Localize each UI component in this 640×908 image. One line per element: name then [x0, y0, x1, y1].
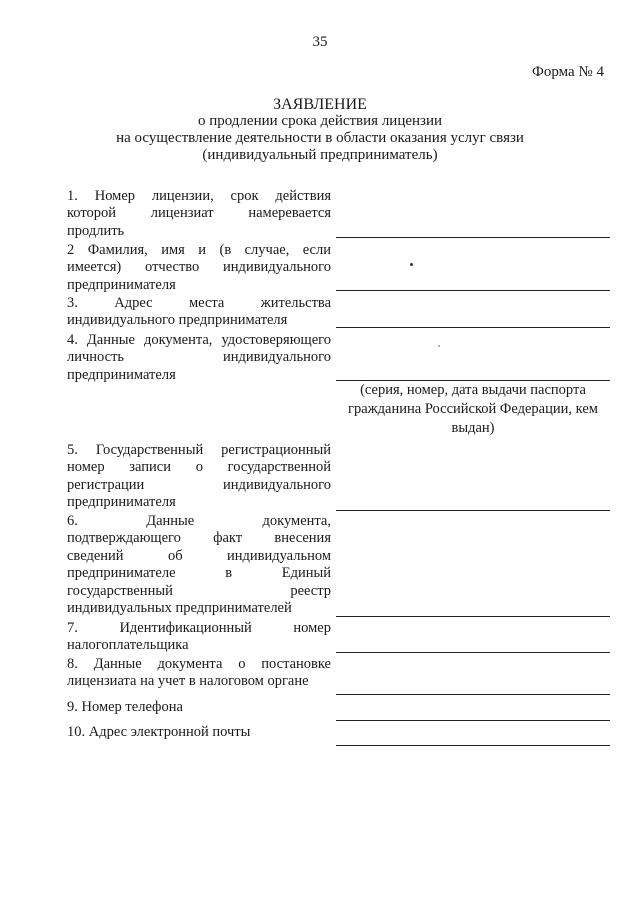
field-label-line: 10. Адрес электронной почты [67, 724, 251, 740]
field-label-line: подтверждающего факт внесения [67, 530, 331, 547]
answer-line-full-name[interactable] [336, 290, 610, 291]
field-registration-number [67, 442, 331, 512]
passport-note-line: (серия, номер, дата выдачи паспорта [360, 382, 586, 398]
field-label-line: 8. Данные документа о постановке [67, 656, 331, 672]
field-label-line: имеется) отчество индивидуального [67, 259, 331, 276]
field-full-name [67, 242, 331, 294]
field-taxpayer-id [67, 620, 331, 655]
field-label-line: предпринимателя [67, 276, 176, 293]
answer-line-phone-number[interactable] [336, 720, 610, 721]
document-title [0, 96, 640, 164]
field-phone-number [67, 699, 331, 716]
title-subtitle-1: о продлении срока действия лицензии [197, 113, 443, 129]
field-email-address [67, 724, 331, 741]
field-label-line: продлить [67, 222, 125, 239]
field-tax-registration [67, 656, 331, 691]
field-label-line: 4. Данные документа, удостоверяющего [67, 332, 331, 348]
field-label-line: номер записи о государственной [67, 459, 331, 476]
field-label-line: предпринимателе в Единый [67, 565, 331, 582]
scan-speck [410, 263, 413, 266]
form-number: Форма № 4 [532, 64, 604, 80]
field-label-line: 3. Адрес места жительства [67, 295, 331, 311]
answer-line-taxpayer-id[interactable] [336, 652, 610, 653]
field-label-line: которой лицензиат намеревается [67, 205, 331, 222]
field-label-line: 9. Номер телефона [67, 699, 183, 715]
passport-note [336, 381, 610, 438]
field-label-line: государственный реестр [67, 582, 331, 599]
passport-note-line: гражданина Российской Федерации, кем [348, 401, 598, 417]
title-subtitle-3: (индивидуальный предприниматель) [202, 147, 438, 163]
answer-line-email-address[interactable] [336, 745, 610, 746]
field-label-line: индивидуальных предпринимателей [67, 600, 292, 617]
passport-note-line: выдан) [451, 420, 495, 436]
field-label-line: 5. Государственный регистрационный [67, 442, 331, 458]
field-label-line: 1. Номер лицензии, срок действия [67, 188, 331, 204]
field-label-line: налогоплательщика [67, 637, 189, 654]
field-label-line: предпринимателя [67, 366, 176, 383]
field-label-line: сведений об индивидуальном [67, 547, 331, 564]
scan-speck [438, 345, 440, 347]
answer-line-tax-registration[interactable] [336, 694, 610, 695]
answer-line-license-number[interactable] [336, 237, 610, 238]
field-label-line: 6. Данные документа, [67, 513, 331, 529]
title-subtitle-2: на осуществление деятельности в области оказания услуг связи [116, 130, 524, 146]
field-identity-document [67, 332, 331, 384]
page-number: 35 [312, 34, 328, 50]
field-label-line: лицензиата на учет в налоговом органе [67, 673, 309, 690]
answer-line-registration-number[interactable] [336, 510, 610, 511]
field-label-line: личность индивидуального [67, 349, 331, 366]
field-residence-address [67, 295, 331, 330]
field-label-line: регистрации индивидуального [67, 476, 331, 493]
answer-line-residence-address[interactable] [336, 327, 610, 328]
field-label-line: 7. Идентификационный номер [67, 620, 331, 636]
field-label-line: предпринимателя [67, 494, 176, 511]
answer-line-registry-document[interactable] [336, 616, 610, 617]
title-heading: ЗАЯВЛЕНИЕ [273, 96, 367, 113]
field-license-number [67, 188, 331, 240]
field-registry-document [67, 513, 331, 617]
field-label-line: 2 Фамилия, имя и (в случае, если [67, 242, 331, 258]
field-label-line: индивидуального предпринимателя [67, 312, 288, 329]
